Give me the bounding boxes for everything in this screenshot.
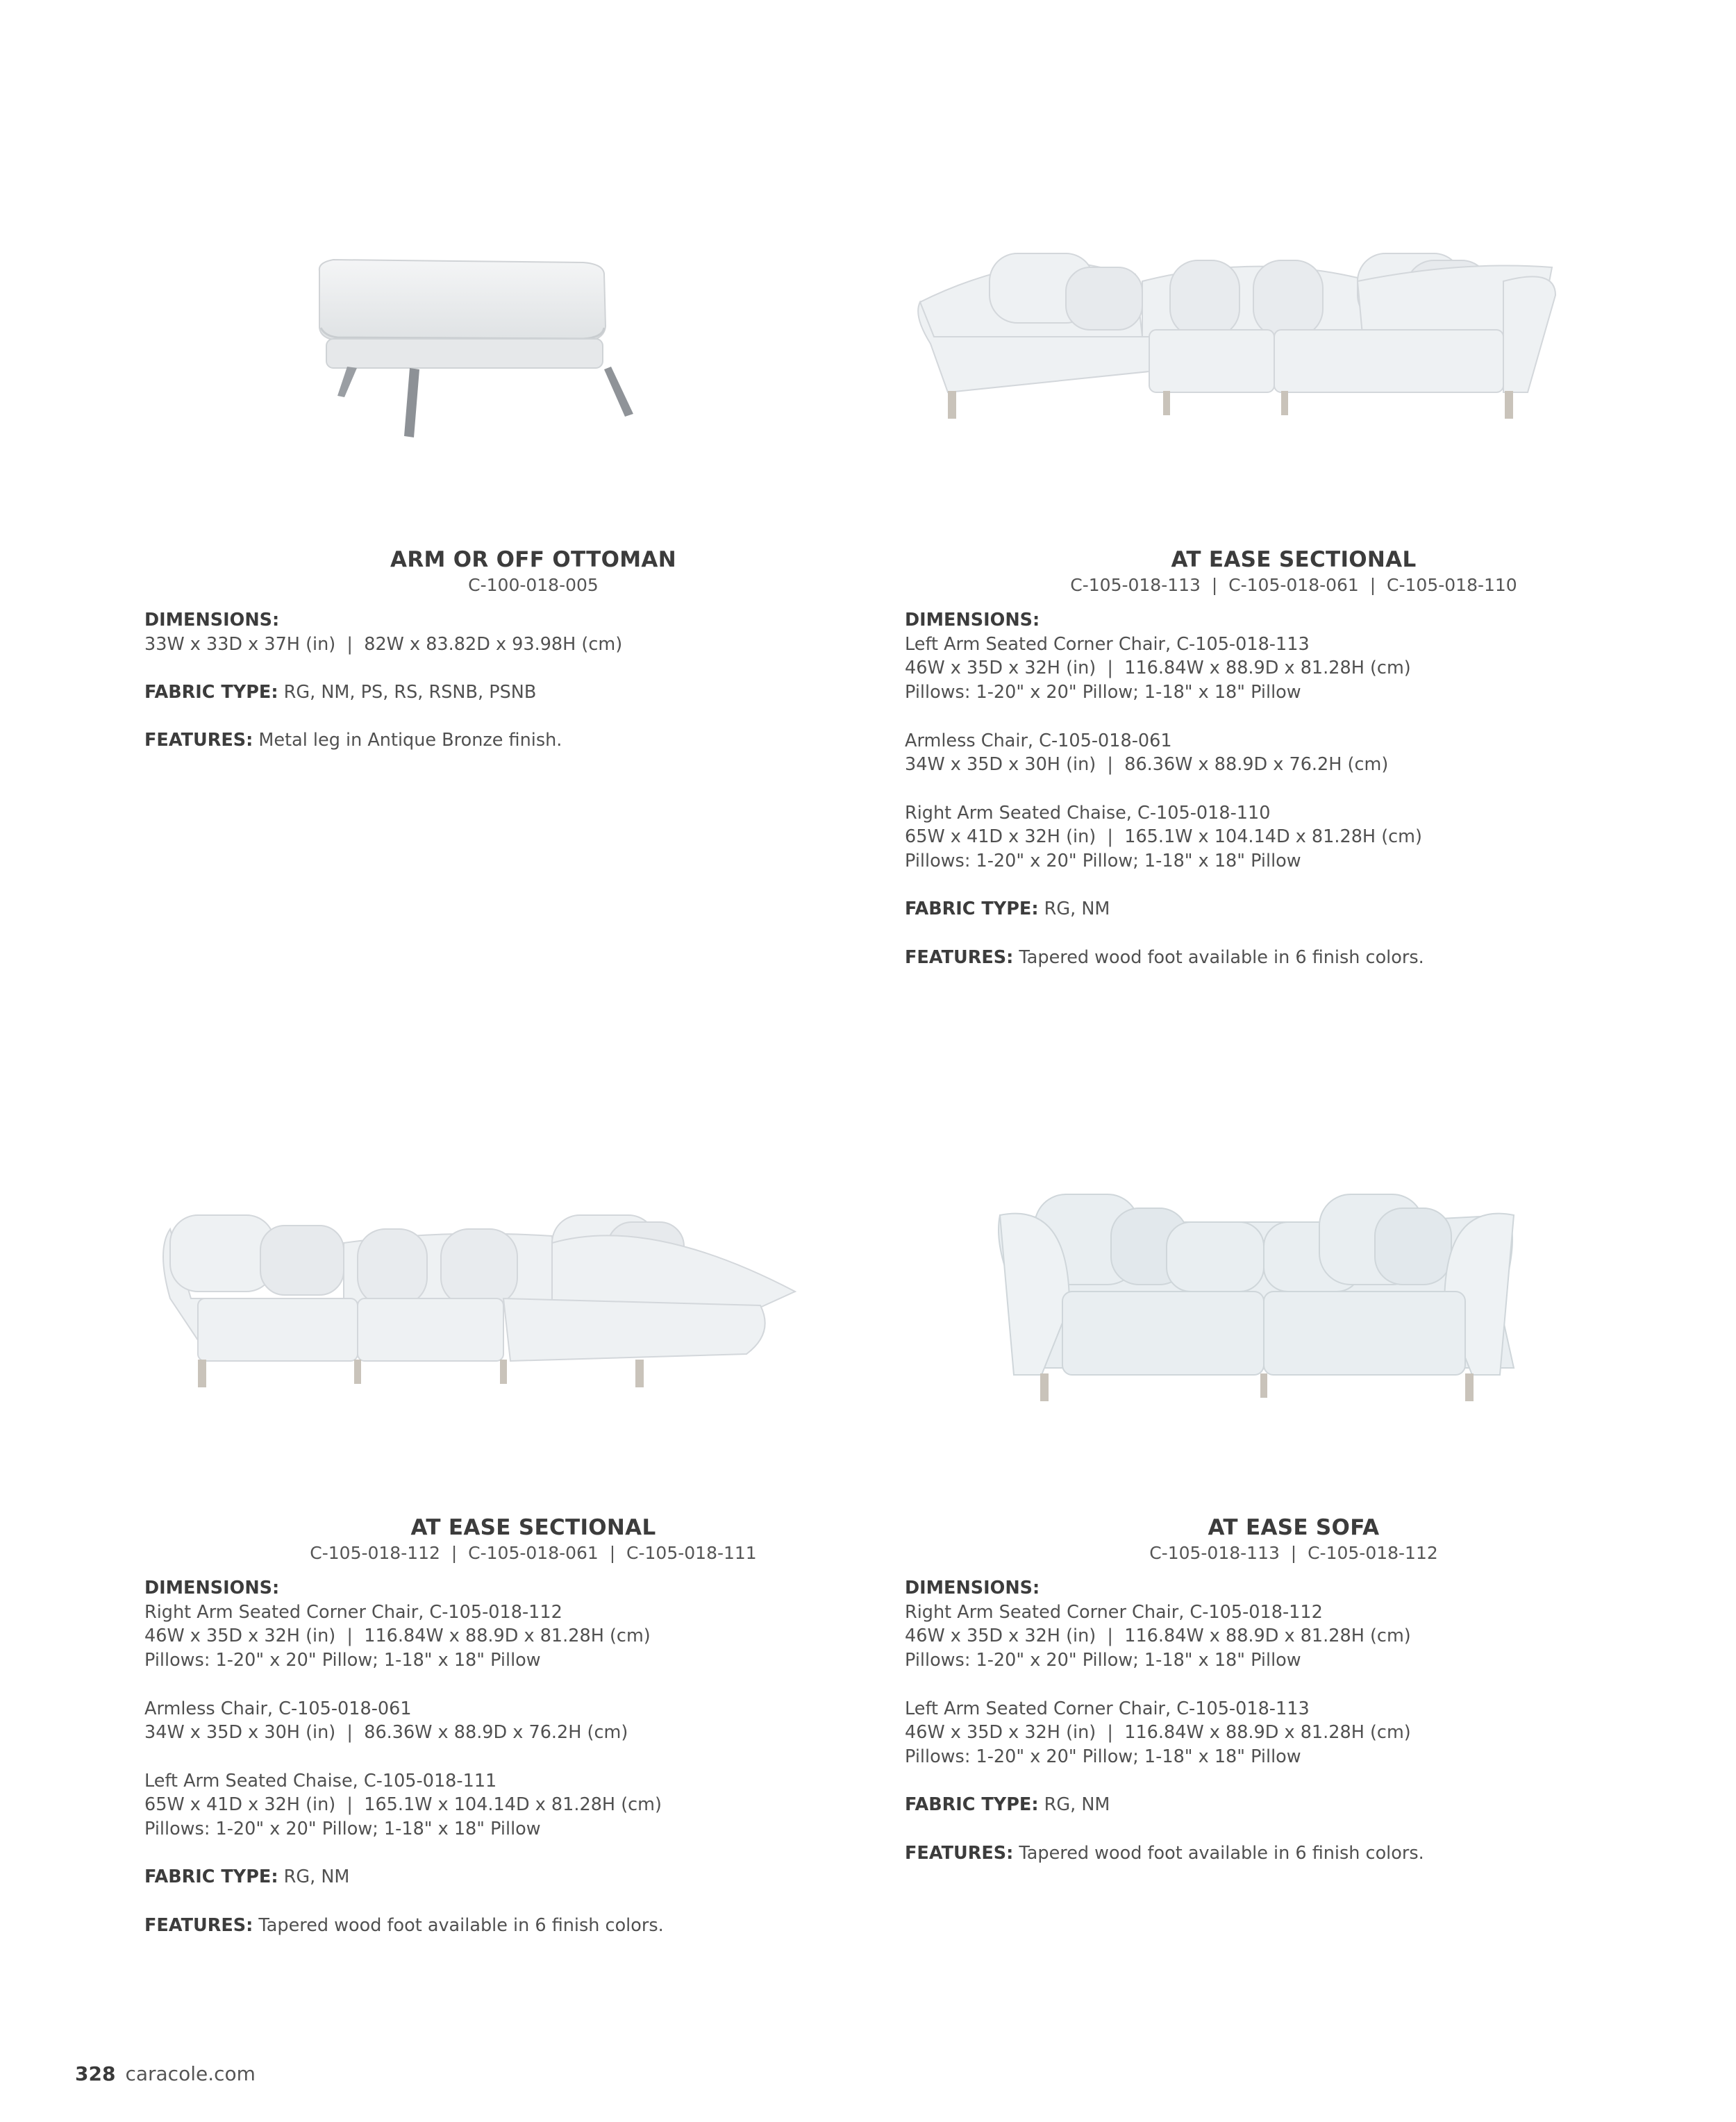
- dimension-line: 46W x 35D x 32H (in) | 116.84W x 88.9D x 81.28H (cm): [905, 1722, 1411, 1744]
- dimension-line: Right Arm Seated Corner Chair, C-105-018-112: [144, 1601, 562, 1623]
- product-arm-or-off-ottoman: [144, 546, 922, 753]
- product-at-ease-sectional-1: [905, 546, 1683, 969]
- dimension-line: Right Arm Seated Chaise, C-105-018-110: [905, 802, 1271, 824]
- features: [144, 1914, 922, 1938]
- dimension-line: Pillows: 1-20" x 20" Pillow; 1-18" x 18" Pillow: [144, 1819, 541, 1839]
- product-specs: [905, 1576, 1683, 1865]
- dimensions-label: DIMENSIONS:: [144, 610, 280, 630]
- fabric-type-label: FABRIC TYPE:: [144, 1866, 278, 1888]
- dimension-line: 65W x 41D x 32H (in) | 165.1W x 104.14D x 81.28H (cm): [905, 826, 1422, 848]
- product-codes: C-100-018-005: [468, 575, 599, 595]
- features-value: Tapered wood foot available in 6 finish colors.: [253, 1914, 664, 1936]
- page-number: 328: [75, 2062, 116, 2085]
- dimension-line: Pillows: 1-20" x 20" Pillow; 1-18" x 18" Pillow: [144, 1650, 541, 1671]
- product-specs: [905, 608, 1683, 969]
- product-at-ease-sectional-2: [144, 1514, 922, 1937]
- dimension-line: Pillows: 1-20" x 20" Pillow; 1-18" x 18" Pillow: [905, 1650, 1301, 1671]
- fabric-type-label: FABRIC TYPE:: [144, 682, 278, 703]
- dimension-line: Right Arm Seated Corner Chair, C-105-018-112: [905, 1601, 1323, 1623]
- product-title: AT EASE SECTIONAL: [410, 1515, 656, 1540]
- fabric-type-value: RG, NM: [1038, 899, 1110, 920]
- dimensions-label: DIMENSIONS:: [905, 1578, 1040, 1598]
- fabric-type-value: RG, NM: [1038, 1794, 1110, 1816]
- dimension-line: 46W x 35D x 32H (in) | 116.84W x 88.9D x 81.28H (cm): [905, 1626, 1411, 1647]
- dimension-line: Left Arm Seated Corner Chair, C-105-018-113: [905, 633, 1310, 655]
- dimensions-label: DIMENSIONS:: [905, 610, 1040, 630]
- product-codes: C-105-018-113 | C-105-018-112: [1149, 1543, 1438, 1563]
- features: [905, 1841, 1683, 1866]
- fabric-type: [144, 1865, 922, 1889]
- fabric-type: [905, 897, 1683, 921]
- dimension-line: 34W x 35D x 30H (in) | 86.36W x 88.9D x 76.2H (cm): [144, 1722, 628, 1744]
- features-label: FEATURES:: [905, 946, 1014, 968]
- dimension-line: 33W x 33D x 37H (in) | 82W x 83.82D x 93.98H (cm): [144, 633, 623, 655]
- product-title: AT EASE SOFA: [1208, 1515, 1380, 1540]
- sofa-photo: [986, 1180, 1528, 1403]
- fabric-type-label: FABRIC TYPE:: [905, 899, 1039, 920]
- features: [905, 946, 1683, 970]
- dimension-line: Left Arm Seated Chaise, C-105-018-111: [144, 1770, 497, 1791]
- ottoman-photo: [306, 250, 639, 458]
- product-at-ease-sofa: [905, 1514, 1683, 1865]
- sectional-photo-2: [149, 1201, 816, 1396]
- features-label: FEATURES:: [905, 1842, 1014, 1864]
- fabric-type-value: RG, NM: [278, 1866, 350, 1888]
- dimension-line: Pillows: 1-20" x 20" Pillow; 1-18" x 18" Pillow: [905, 851, 1301, 871]
- dimension-line: 46W x 35D x 32H (in) | 116.84W x 88.9D x 81.28H (cm): [905, 658, 1411, 679]
- product-title: ARM OR OFF OTTOMAN: [390, 547, 676, 572]
- fabric-type-label: FABRIC TYPE:: [905, 1794, 1039, 1816]
- dimension-line: Armless Chair, C-105-018-061: [905, 730, 1172, 751]
- dimension-line: Left Arm Seated Corner Chair, C-105-018-113: [905, 1698, 1310, 1719]
- dimension-line: 34W x 35D x 30H (in) | 86.36W x 88.9D x 76.2H (cm): [905, 754, 1389, 776]
- dimension-line: Pillows: 1-20" x 20" Pillow; 1-18" x 18" Pillow: [905, 1746, 1301, 1767]
- dimension-line: Pillows: 1-20" x 20" Pillow; 1-18" x 18" Pillow: [905, 682, 1301, 703]
- product-specs: [144, 1576, 922, 1937]
- sectional-photo-1: [906, 240, 1573, 434]
- product-codes: C-105-018-112 | C-105-018-061 | C-105-018-111: [310, 1543, 757, 1563]
- product-title: AT EASE SECTIONAL: [1171, 547, 1417, 572]
- fabric-type-value: RG, NM, PS, RS, RSNB, PSNB: [278, 682, 537, 703]
- dimension-line: Armless Chair, C-105-018-061: [144, 1698, 412, 1719]
- features-label: FEATURES:: [144, 730, 253, 751]
- dimension-line: 65W x 41D x 32H (in) | 165.1W x 104.14D x 81.28H (cm): [144, 1794, 662, 1816]
- features-label: FEATURES:: [144, 1914, 253, 1936]
- fabric-type: [144, 680, 922, 705]
- features: [144, 728, 922, 753]
- product-specs: [144, 608, 922, 753]
- dimensions-label: DIMENSIONS:: [144, 1578, 280, 1598]
- features-value: Metal leg in Antique Bronze finish.: [253, 730, 562, 751]
- fabric-type: [905, 1793, 1683, 1817]
- product-codes: C-105-018-113 | C-105-018-061 | C-105-018-110: [1070, 575, 1517, 595]
- features-value: Tapered wood foot available in 6 finish colors.: [1013, 1842, 1424, 1864]
- website-link[interactable]: caracole.com: [125, 2062, 256, 2085]
- features-value: Tapered wood foot available in 6 finish colors.: [1013, 946, 1424, 968]
- dimension-line: 46W x 35D x 32H (in) | 116.84W x 88.9D x 81.28H (cm): [144, 1626, 651, 1647]
- page-footer: [75, 2062, 256, 2085]
